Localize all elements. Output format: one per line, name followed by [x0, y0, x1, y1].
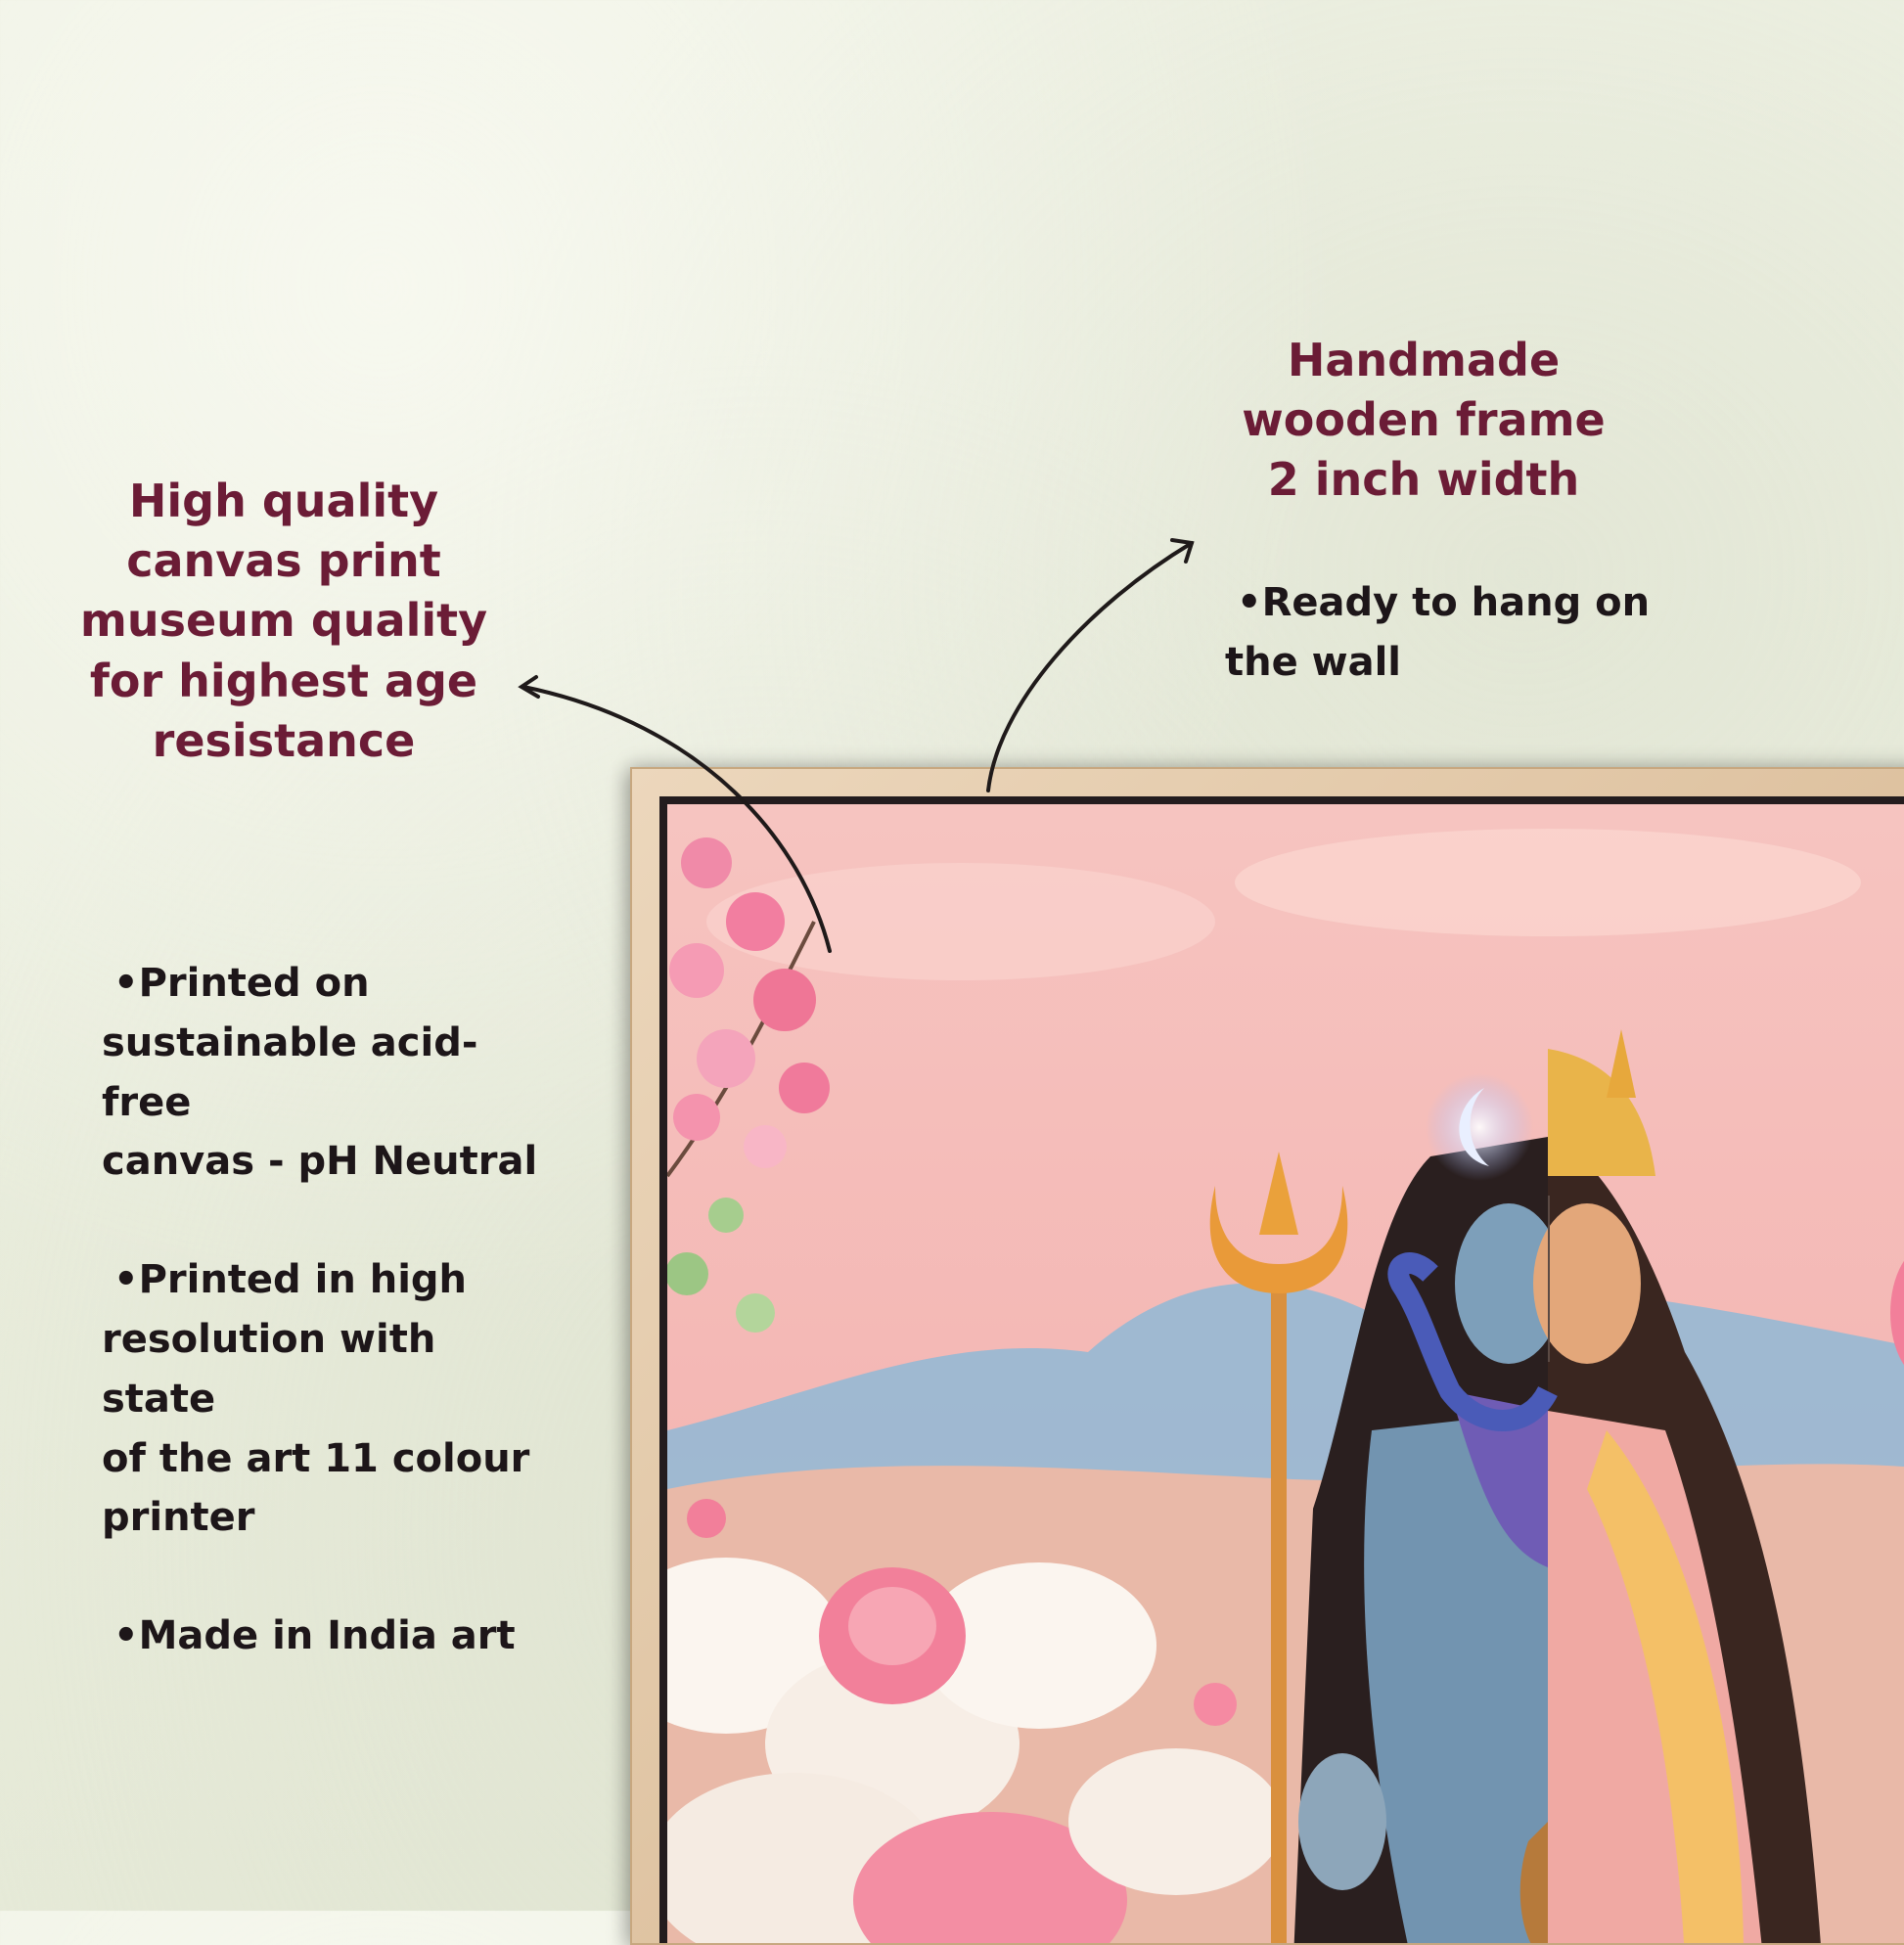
bullet-line: printer [102, 1495, 255, 1541]
bullet-line: of the art 11 colour [102, 1435, 530, 1481]
bullet-line: canvas - pH Neutral [102, 1139, 538, 1185]
bullet-line: Made in India art [138, 1613, 516, 1659]
heading-line: for highest age [89, 654, 478, 707]
bullet-dot: • [1237, 580, 1262, 625]
heading-line: resistance [152, 713, 416, 767]
heading-line: Handmade [1287, 334, 1561, 386]
bullet-line: Printed on [138, 961, 370, 1006]
bullet-dot: • [113, 1257, 139, 1303]
heading-line: 2 inch width [1267, 453, 1580, 507]
arrow-to-frame [988, 540, 1192, 791]
bullet-dot: • [113, 1613, 139, 1659]
bullet-dot: • [113, 961, 139, 1006]
bullet-line: the wall [1225, 639, 1402, 685]
heading-line: wooden frame [1242, 393, 1606, 447]
bullet-line: sustainable acid-free [102, 1019, 478, 1125]
heading-line: canvas print [126, 534, 441, 588]
bullet-line: Printed in high [138, 1257, 468, 1303]
heading-line: museum quality [79, 594, 488, 648]
arrow-to-canvas [521, 677, 830, 951]
bullet-line: resolution with state [102, 1316, 436, 1422]
bullet-line: Ready to hang on [1261, 580, 1651, 625]
heading-line: High quality [128, 475, 439, 527]
